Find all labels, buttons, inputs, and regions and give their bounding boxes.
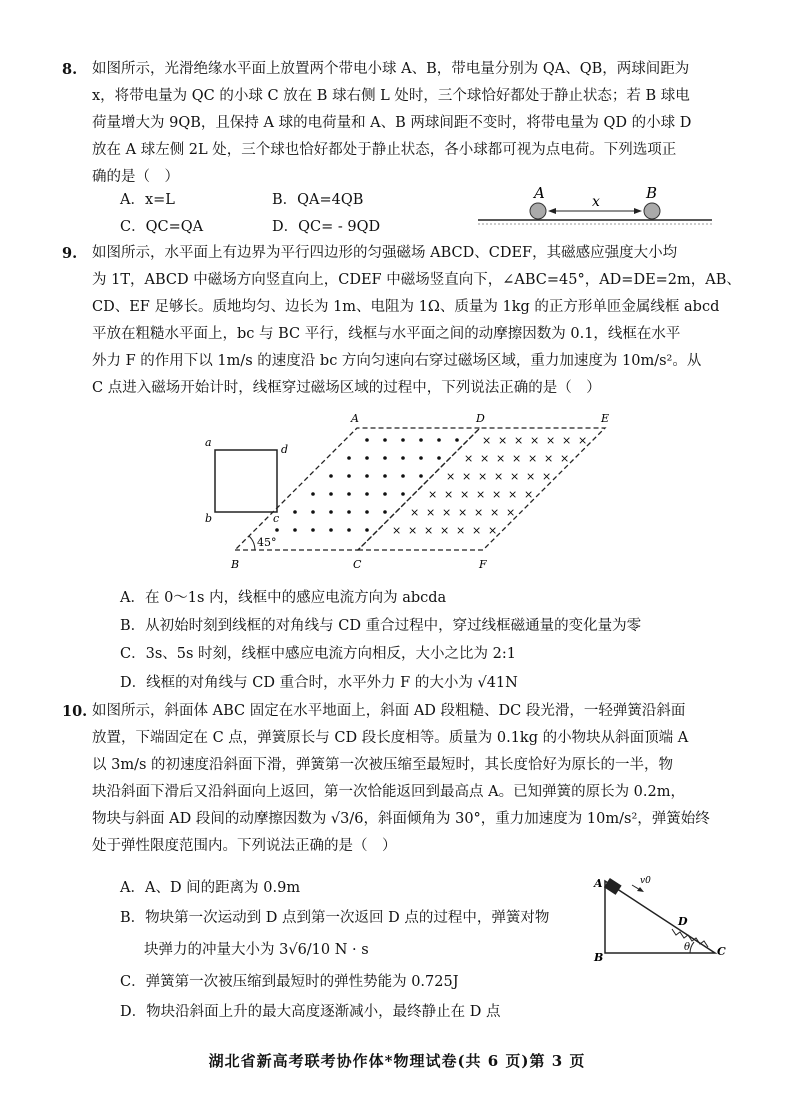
question-text-line: 如图所示，斜面体 ABC 固定在水平地面上，斜面 AD 段粗糙、DC 段光滑，一轻弹簧沿斜面: [92, 703, 686, 719]
label-B: B: [231, 558, 240, 571]
option-a[interactable]: A．x=L: [120, 192, 175, 208]
angle-label: 45°: [257, 536, 277, 549]
label-A: A: [594, 877, 603, 890]
field-cross: ×: [560, 452, 570, 465]
field-dot: [383, 456, 387, 460]
label-v0: v0: [640, 876, 651, 886]
label-x: x: [592, 194, 600, 210]
field-dot: [329, 528, 333, 532]
field-dot: [347, 492, 351, 496]
option-c[interactable]: C．QC=QA: [120, 219, 204, 235]
question-10: [62, 698, 732, 860]
label-a: a: [205, 436, 212, 449]
question-text-line: 处于弹性限度范围内。下列说法正确的是（ ）: [92, 838, 397, 854]
label-b: B: [646, 184, 658, 202]
field-cross: ×: [542, 470, 552, 483]
field-cross: ×: [528, 452, 538, 465]
field-dot: [365, 492, 369, 496]
field-cross: ×: [530, 434, 540, 447]
question-text-line: 如图所示，光滑绝缘水平面上放置两个带电小球 A、B，带电量分别为 QA、QB，两球间距为: [92, 61, 690, 77]
field-dot: [329, 510, 333, 514]
field-dot: [311, 492, 315, 496]
ball-a: [530, 203, 546, 219]
label-B: B: [594, 951, 604, 964]
field-dot: [347, 474, 351, 478]
field-cross: ×: [480, 452, 490, 465]
field-cross: ×: [526, 470, 536, 483]
question-text-line: 以 3m/s 的初速度沿斜面下滑，弹簧第一次被压缩至最短时，其长度恰好为原长的一半，物: [92, 757, 674, 773]
charged-balls-figure: [470, 184, 720, 230]
label-b: b: [205, 512, 213, 525]
field-dot: [365, 438, 369, 442]
question-text-line: 放置，下端固定在 C 点，弹簧原长与 CD 段长度相等。质量为 0.1kg 的小物块从斜面顶端 A: [92, 730, 689, 746]
label-C: C: [353, 558, 362, 571]
field-cross: ×: [426, 506, 436, 519]
field-dot: [401, 456, 405, 460]
field-cross: ×: [440, 524, 450, 537]
field-dot: [293, 528, 297, 532]
question-text-line: 荷量增大为 9QB，且保持 A 球的电荷量和 A、B 两球间距不变时，将带电量为 QD 的小球 D: [92, 115, 692, 131]
field-dot: [383, 492, 387, 496]
field-dot: [419, 474, 423, 478]
label-theta: θ: [684, 942, 691, 953]
question-8: [62, 56, 732, 191]
field-cross: ×: [498, 434, 508, 447]
field-cross: ×: [410, 506, 420, 519]
field-dot: [401, 474, 405, 478]
field-cross: ×: [490, 506, 500, 519]
option-b-continued: 块弹力的冲量大小为 3√6/10 N · s: [144, 942, 369, 958]
block: [604, 878, 622, 895]
label-F: F: [479, 558, 487, 571]
field-dot: [383, 438, 387, 442]
field-cross: ×: [510, 470, 520, 483]
field-cross: ×: [488, 524, 498, 537]
question-text-line: 如图所示，水平面上有边界为平行四边形的匀强磁场 ABCD、CDEF，其磁感应强度大小均: [92, 245, 678, 261]
field-cross: ×: [456, 524, 466, 537]
field-cross: ×: [524, 488, 534, 501]
field-cross: ×: [408, 524, 418, 537]
field-cross: ×: [512, 452, 522, 465]
ball-b: [644, 203, 660, 219]
field-dot: [383, 510, 387, 514]
field-dot: [311, 510, 315, 514]
question-text-line: 块沿斜面下滑后又沿斜面向上返回，第一次恰能返回到最高点 A。已知弹簧的原长为 0.2m，: [92, 784, 685, 800]
field-cross: ×: [460, 488, 470, 501]
label-c: c: [273, 512, 280, 525]
field-cross: ×: [544, 452, 554, 465]
incline-figure: [590, 875, 730, 965]
question-number: 9.: [62, 245, 78, 262]
field-dot: [365, 456, 369, 460]
option-a[interactable]: A．A、D 间的距离为 0.9m: [120, 880, 301, 896]
field-cross: ×: [476, 488, 486, 501]
field-cross: ×: [514, 434, 524, 447]
field-dot: [347, 528, 351, 532]
field-cross: ×: [424, 524, 434, 537]
field-cross: ×: [492, 488, 502, 501]
field-cross: ×: [458, 506, 468, 519]
option-b[interactable]: B．QA=4QB: [272, 192, 364, 208]
field-dot: [401, 492, 405, 496]
field-dot: [419, 438, 423, 442]
question-number: 10.: [62, 703, 88, 720]
question-text-line: 平放在粗糙水平面上，bc 与 BC 平行，线框与水平面之间的动摩擦因数为 0.1，线框在水平: [92, 326, 681, 342]
field-cross: ×: [482, 434, 492, 447]
field-dot: [347, 456, 351, 460]
field-dot: [347, 510, 351, 514]
field-down-crosses: [392, 434, 587, 537]
question-text-line: 物块与斜面 AD 段间的动摩擦因数为 √3/6，斜面倾角为 30°，重力加速度为 10m/s²，弹簧始终: [92, 811, 710, 827]
field-cross: ×: [508, 488, 518, 501]
field-dot: [293, 510, 297, 514]
field-cross: ×: [472, 524, 482, 537]
question-text-line: 放在 A 球左侧 2L 处，三个球也恰好都处于静止状态，各小球都可视为点电荷。下列选项正: [92, 142, 677, 158]
label-D: D: [678, 915, 688, 928]
label-C: C: [717, 945, 726, 958]
question-number: 8.: [62, 61, 78, 78]
field-dot: [383, 474, 387, 478]
field-cross: ×: [446, 470, 456, 483]
field-cross: ×: [444, 488, 454, 501]
question-text-line: 确的是（ ）: [92, 169, 179, 185]
field-dot: [365, 510, 369, 514]
field-cross: ×: [546, 434, 556, 447]
label-a: A: [534, 184, 545, 202]
field-cross: ×: [464, 452, 474, 465]
field-cross: ×: [496, 452, 506, 465]
label-A: A: [351, 412, 359, 425]
field-cross: ×: [506, 506, 516, 519]
field-dot: [437, 438, 441, 442]
field-cross: ×: [392, 524, 402, 537]
label-E: E: [601, 412, 610, 425]
field-cross: ×: [462, 470, 472, 483]
label-D: D: [476, 412, 485, 425]
option-d[interactable]: D．物块沿斜面上升的最大高度逐渐减小，最终静止在 D 点: [120, 1004, 501, 1020]
option-d[interactable]: D．QC= - 9QD: [272, 219, 381, 235]
option-a[interactable]: A．在 0～1s 内，线框中的感应电流方向为 abcda: [120, 590, 447, 606]
page-footer: 湖北省新高考联考协作体*物理试卷(共 6 页)第 3 页: [208, 1052, 586, 1070]
field-dot: [419, 456, 423, 460]
field-dot: [329, 492, 333, 496]
option-c[interactable]: C．弹簧第一次被压缩到最短时的弹性势能为 0.725J: [120, 974, 459, 990]
field-cross: ×: [474, 506, 484, 519]
field-dot: [365, 474, 369, 478]
question-9: [62, 240, 741, 402]
question-text-line: 外力 F 的作用下以 1m/s 的速度沿 bc 方向匀速向右穿过磁场区域，重力加速度为 10m/s²。从: [92, 353, 702, 369]
field-dot: [311, 528, 315, 532]
field-dot: [329, 474, 333, 478]
option-c[interactable]: C．3s、5s 时刻，线框中感应电流方向相反，大小之比为 2:1: [120, 646, 516, 662]
question-text-line: x，将带电量为 QC 的小球 C 放在 B 球右侧 L 处时，三个球恰好都处于静止状态；若 B 球电: [92, 88, 690, 104]
field-cross: ×: [562, 434, 572, 447]
field-dot: [401, 438, 405, 442]
label-d: d: [281, 443, 289, 456]
field-cross: ×: [494, 470, 504, 483]
option-b[interactable]: B．物块第一次运动到 D 点到第一次返回 D 点的过程中，弹簧对物: [120, 910, 550, 926]
field-dot: [275, 528, 279, 532]
option-b[interactable]: B．从初始时刻到线框的对角线与 CD 重合过程中，穿过线框磁通量的变化量为零: [120, 618, 642, 634]
square-loop: [215, 450, 277, 512]
field-cross: ×: [428, 488, 438, 501]
question-text-line: C 点进入磁场开始计时，线框穿过磁场区域的过程中，下列说法正确的是（ ）: [92, 380, 601, 396]
field-cross: ×: [478, 470, 488, 483]
field-cross: ×: [442, 506, 452, 519]
field-dot: [437, 456, 441, 460]
magnetic-field-figure: [195, 410, 625, 575]
option-d[interactable]: D．线框的对角线与 CD 重合时，水平外力 F 的大小为 √41N: [120, 675, 518, 691]
question-text-line: CD、EF 足够长。质地均匀、边长为 1m、电阻为 1Ω、质量为 1kg 的正方形单匝金属线框 abcd: [92, 299, 720, 315]
field-dot: [455, 438, 459, 442]
field-cross: ×: [578, 434, 588, 447]
field-dot: [365, 528, 369, 532]
question-text-line: 为 1T，ABCD 中磁场方向竖直向上，CDEF 中磁场竖直向下，∠ABC=45°，AD=DE=2m，AB、: [92, 272, 741, 288]
